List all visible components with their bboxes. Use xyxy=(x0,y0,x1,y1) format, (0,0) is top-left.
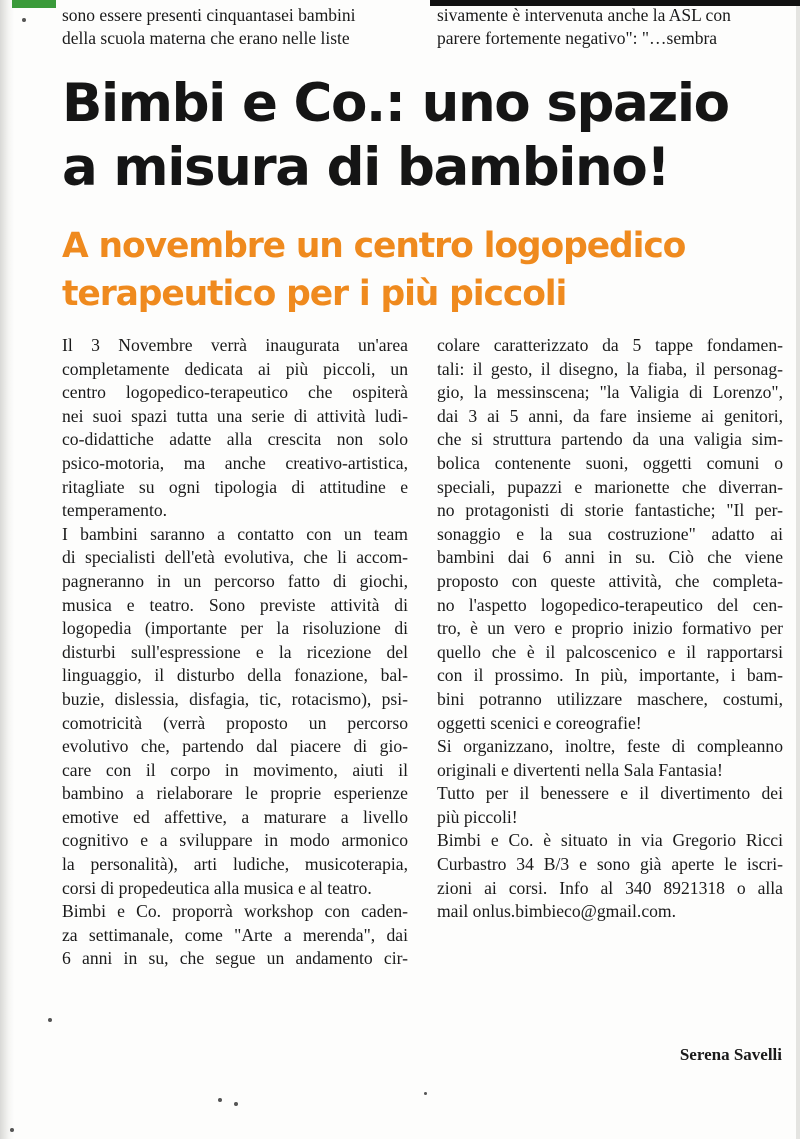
text-line: dai 3 ai 5 anni, da fare insieme ai genitori, xyxy=(437,405,783,426)
text-line: oggetti scenici e coreografie! xyxy=(437,712,642,733)
text-line: centro logopedico-terapeutico che ospiterà xyxy=(62,382,408,403)
text-line: della scuola materna che erano nelle liste xyxy=(62,28,350,48)
text-line: sivamente è intervenuta anche la ASL con xyxy=(437,5,731,25)
text-line: speciali, pupazzi e marionette che diverran- xyxy=(437,476,783,497)
text-line: bolica contenente suoni, oggetti comuni o xyxy=(437,452,783,473)
text-line: bambino a rielaborare le proprie esperienze xyxy=(62,783,408,804)
text-line: ritagliate su ogni tipologia di attitudine e xyxy=(62,476,408,497)
text-line: logopedia (importante per la risoluzione di xyxy=(62,618,408,639)
text-line: psico-motoria, ma anche creativo-artistica, xyxy=(62,452,408,473)
subheadline-line: terapeutico per i più piccoli xyxy=(62,274,567,314)
article-right-column xyxy=(437,334,783,924)
article-left-column xyxy=(62,334,408,971)
text-line: quello che è il palcoscenico e il rapportarsi xyxy=(437,641,783,662)
text-line: Tutto per il benessere e il divertimento dei xyxy=(437,783,783,804)
scan-speck xyxy=(22,18,26,22)
text-line: mail onlus.bimbieco@gmail.com. xyxy=(437,901,677,922)
text-line: care con il corpo in movimento, aiuti il xyxy=(62,759,408,780)
scan-speck xyxy=(48,1018,52,1022)
scan-speck xyxy=(10,1128,14,1132)
text-line: zioni ai corsi. Info al 340 8921318 o alla xyxy=(437,877,783,898)
text-line: colare caratterizzato da 5 tappe fondamen- xyxy=(437,335,783,355)
text-line: corsi di propedeutica alla musica e al teatro. xyxy=(62,877,372,898)
text-line: Bimbi e Co. proporrà workshop con caden- xyxy=(62,901,408,922)
text-line: proposto con queste attività, che completa- xyxy=(437,570,783,591)
text-line: buzie, dislessia, disfagia, tic, rotacismo), psi- xyxy=(62,688,408,709)
text-line: completamente dedicata ai più piccoli, un xyxy=(62,358,408,379)
text-line: che si struttura partendo da una valigia sim- xyxy=(437,429,783,450)
text-line: sono essere presenti cinquantasei bambini xyxy=(62,5,356,25)
text-line: di specialisti dell'età evolutiva, che li accom- xyxy=(62,547,408,568)
text-line: I bambini saranno a contatto con un team xyxy=(62,523,408,544)
text-line: bini potranno utilizzare maschere, costumi, xyxy=(437,688,783,709)
text-line: no l'aspetto logopedico-terapeutico del cen- xyxy=(437,594,783,615)
text-line: 6 anni in su, che segue un andamento cir- xyxy=(62,948,408,969)
text-line: tro, è un vero e proprio inizio formativo per xyxy=(437,618,783,639)
text-line: tali: il gesto, il disegno, la fiaba, il personag- xyxy=(437,358,783,379)
article-subheadline xyxy=(62,222,792,318)
text-line: gio, la messinscena; "la Valigia di Lorenzo", xyxy=(437,382,783,403)
text-line: co-didattiche adatte alla crescita non solo xyxy=(62,429,408,450)
headline-line: a misura di bambino! xyxy=(62,137,670,198)
page-right-edge xyxy=(796,0,800,1139)
text-line: bambini dai 6 anni in su. Ciò che viene xyxy=(437,547,783,568)
text-line: più piccoli! xyxy=(437,806,518,827)
previous-article-left-fragment xyxy=(62,4,356,50)
text-line: Bimbi e Co. è situato in via Gregorio Ricci xyxy=(437,830,783,851)
text-line: evolutivo che, partendo dal piacere di gio- xyxy=(62,736,408,757)
text-line: emotive ed affettive, a maturare a livello xyxy=(62,806,408,827)
text-line: Curbastro 34 B/3 e sono già aperte le iscri- xyxy=(437,854,783,875)
scan-speck xyxy=(234,1102,238,1106)
text-line: linguaggio, il disturbo della fonazione, bal- xyxy=(62,665,408,686)
text-line: Si organizzano, inoltre, feste di compleanno xyxy=(437,736,783,757)
text-line: sonaggio e la sua costruzione" adatto ai xyxy=(437,523,783,544)
prev-page-green-band xyxy=(12,0,56,8)
article-headline xyxy=(62,72,792,200)
text-line: musica e teatro. Sono previste attività di xyxy=(62,594,408,615)
scan-speck xyxy=(218,1098,222,1102)
text-line: disturbi sull'espressione e la ricezione del xyxy=(62,641,408,662)
text-line: za settimanale, come "Arte a merenda", dai xyxy=(62,924,408,945)
text-line: originali e divertenti nella Sala Fantasia! xyxy=(437,759,723,780)
text-line: con il prossimo. In più, importante, i bam- xyxy=(437,665,783,686)
headline-line: Bimbi e Co.: uno spazio xyxy=(62,73,729,134)
text-line: cognitivo e a sviluppare in modo armonico xyxy=(62,830,408,851)
text-line: Il 3 Novembre verrà inaugurata un'area xyxy=(62,335,408,355)
page-binding-edge xyxy=(0,0,14,1139)
article-byline: Serena Savelli xyxy=(679,1045,782,1064)
text-line: comotricità (verrà proposto un percorso xyxy=(62,712,408,733)
scan-speck xyxy=(424,1092,427,1095)
text-line: temperamento. xyxy=(62,500,168,521)
text-line: pagneranno in un percorso fatto di giochi, xyxy=(62,570,408,591)
text-line: la personalità), arti ludiche, musicoterapia, xyxy=(62,854,408,875)
text-line: no protagonisti di storie fantastiche; "Il per- xyxy=(437,500,783,521)
text-line: nei suoi spazi tutta una serie di attività ludi- xyxy=(62,405,408,426)
previous-article-right-fragment xyxy=(437,4,731,50)
text-line: parere fortemente negativo": "…sembra xyxy=(437,28,718,48)
subheadline-line: A novembre un centro logopedico xyxy=(62,226,686,266)
